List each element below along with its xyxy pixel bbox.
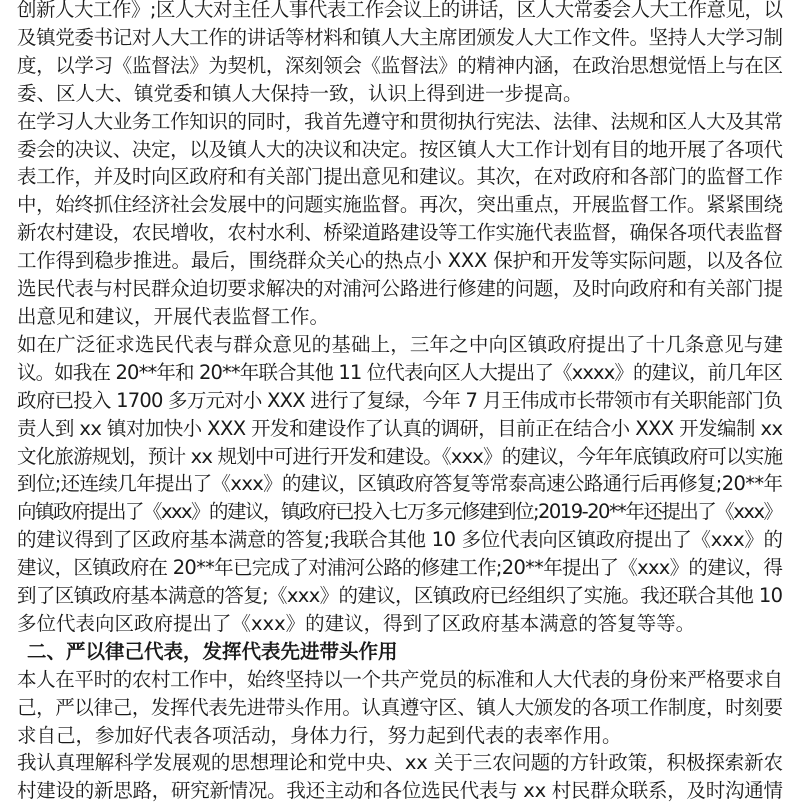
line-text: 己，严以律己，发挥代表先进带头作用。认真遵守区、镇人大颁发的各项工作制度，时刻要 (17, 695, 783, 719)
paragraph-line (17, 526, 783, 554)
paragraph-line (17, 694, 783, 722)
heading-text: 二、严以律己代表，发挥代表先进带头作用 (27, 639, 398, 663)
line-text: 新农村建设，农民增收，农村水利、桥梁道路建设等工作实施代表监督，确保各项代表监督 (17, 221, 783, 245)
paragraph-line (17, 722, 783, 750)
line-text: 多位代表向区政府提出了《xxx》的建议，得到了区政府基本满意的答复等等。 (17, 611, 696, 635)
line-text: 工作得到稳步推进。最后，围绕群众关心的热点小 XXX 保护和开发等实际问题，以及各位 (17, 249, 783, 273)
line-text: 表工作，并及时向区政府和有关部门提出意见和建议。其次，在对政府和各部门的监督工作 (17, 165, 783, 189)
line-text: 文化旅游规划，预计 xx 规划中可进行开发和建设。《xxx》的建议，今年年底镇政府可以实施 (17, 444, 783, 468)
paragraph-line (17, 191, 783, 219)
paragraph-line (17, 52, 783, 80)
paragraph-line (17, 108, 783, 136)
line-text: 度，以学习《监督法》为契机，深刻领会《监督法》的精神内涵，在政治思想觉悟上与在区 (17, 53, 783, 77)
line-text: 出意见和建议，开展代表监督工作。 (17, 304, 330, 328)
line-text: 如在广泛征求选民代表与群众意见的基础上，三年之中向区镇政府提出了十几条意见与建 (17, 332, 784, 356)
paragraph-line (17, 498, 783, 526)
paragraph-line (17, 136, 783, 164)
line-text: 在学习人大业务工作知识的同时，我首先遵守和贯彻执行宪法、法律、法规和区人大及其常 (17, 109, 783, 133)
paragraph-line (17, 749, 783, 777)
line-text: 求自己，参加好代表各项活动，身体力行，努力起到代表的表率作用。 (17, 723, 622, 747)
paragraph-line (17, 359, 783, 387)
line-text: 委会的决议、决定，以及镇人大的决议和决定。按区镇人大工作计划有目的地开展了各项代 (17, 137, 783, 161)
paragraph-line (17, 275, 783, 303)
line-text: 到位;还连续几年提出了《xxx》的建议，区镇政府答复等常泰高速公路通行后再修复;20**年 (17, 472, 783, 496)
paragraph-line (17, 0, 783, 24)
line-text: 议。如我在 20**年和 20**年联合其他 11 位代表向区人大提出了《xxxx》的建议，前几年区 (17, 360, 783, 384)
paragraph-line (17, 163, 783, 191)
line-text: 中，始终抓住经济社会发展中的问题实施监督。再次，突出重点，开展监督工作。紧紧围绕 (17, 193, 783, 217)
line-text: 的建议得到了区政府基本满意的答复;我联合其他 10 多位代表向区镇政府提出了《xxx》的 (17, 528, 783, 552)
paragraph-line (17, 415, 783, 443)
line-text: 向镇政府提出了《xxx》的建议，镇政府已投入七万多元修建到位;2019-20**年还提出了《xxx》 (17, 500, 782, 524)
paragraph-line (17, 80, 783, 108)
line-text: 选民代表与村民群众迫切要求解决的对浦河公路进行修建的问题，及时向政府和有关部门提 (17, 277, 783, 301)
line-text: 村建设的新思路，研究新情况。我还主动和各位选民代表与 xx 村民群众联系，及时沟通情 (17, 779, 783, 803)
line-text: 创新人大工作》;区人大对主任人事代表工作会议上的讲话，区人大常委会人大工作意见，以 (17, 0, 783, 21)
paragraph-line (17, 582, 783, 610)
line-text: 政府已投入 1700 多万元对小 XXX 进行了复绿，今年 7 月王伟成市长带领市有关职能部门负 (17, 388, 783, 412)
line-text: 委、区人大、镇党委和镇人大保持一致，认识上得到进一步提高。 (17, 81, 583, 105)
paragraph-line (17, 331, 783, 359)
paragraph-line (17, 247, 783, 275)
line-text: 责人到 xx 镇对加快小 XXX 开发和建设作了认真的调研，目前正在结合小 XXX 开发编制 xx (17, 416, 783, 440)
line-text: 本人在平时的农村工作中，始终坚持以一个共产党员的标准和人大代表的身份来严格要求自 (17, 667, 783, 691)
document-body (17, 0, 783, 805)
paragraph-line (17, 303, 783, 331)
paragraph-line (17, 443, 783, 471)
paragraph-line (17, 387, 783, 415)
line-text: 到了区镇政府基本满意的答复;《xxx》的建议，区镇政府已经组织了实施。我还联合其他 10 (17, 584, 783, 608)
line-text: 及镇党委书记对人大工作的讲话等材料和镇人大主席团颁发人大工作文件。坚持人大学习制 (17, 25, 783, 49)
paragraph-line (17, 470, 783, 498)
line-text: 建议，区镇政府在 20**年已完成了对浦河公路的修建工作;20**年提出了《xxx》的建议，得 (17, 556, 783, 580)
paragraph-line (17, 24, 783, 52)
paragraph-line (17, 219, 783, 247)
line-text: 我认真理解科学发展观的思想理论和党中央、xx 关于三农问题的方针政策，积极探索新农 (17, 751, 783, 775)
paragraph-line (17, 666, 783, 694)
section-heading (17, 638, 783, 666)
paragraph-line (17, 610, 783, 638)
paragraph-line (17, 777, 783, 805)
paragraph-line (17, 554, 783, 582)
